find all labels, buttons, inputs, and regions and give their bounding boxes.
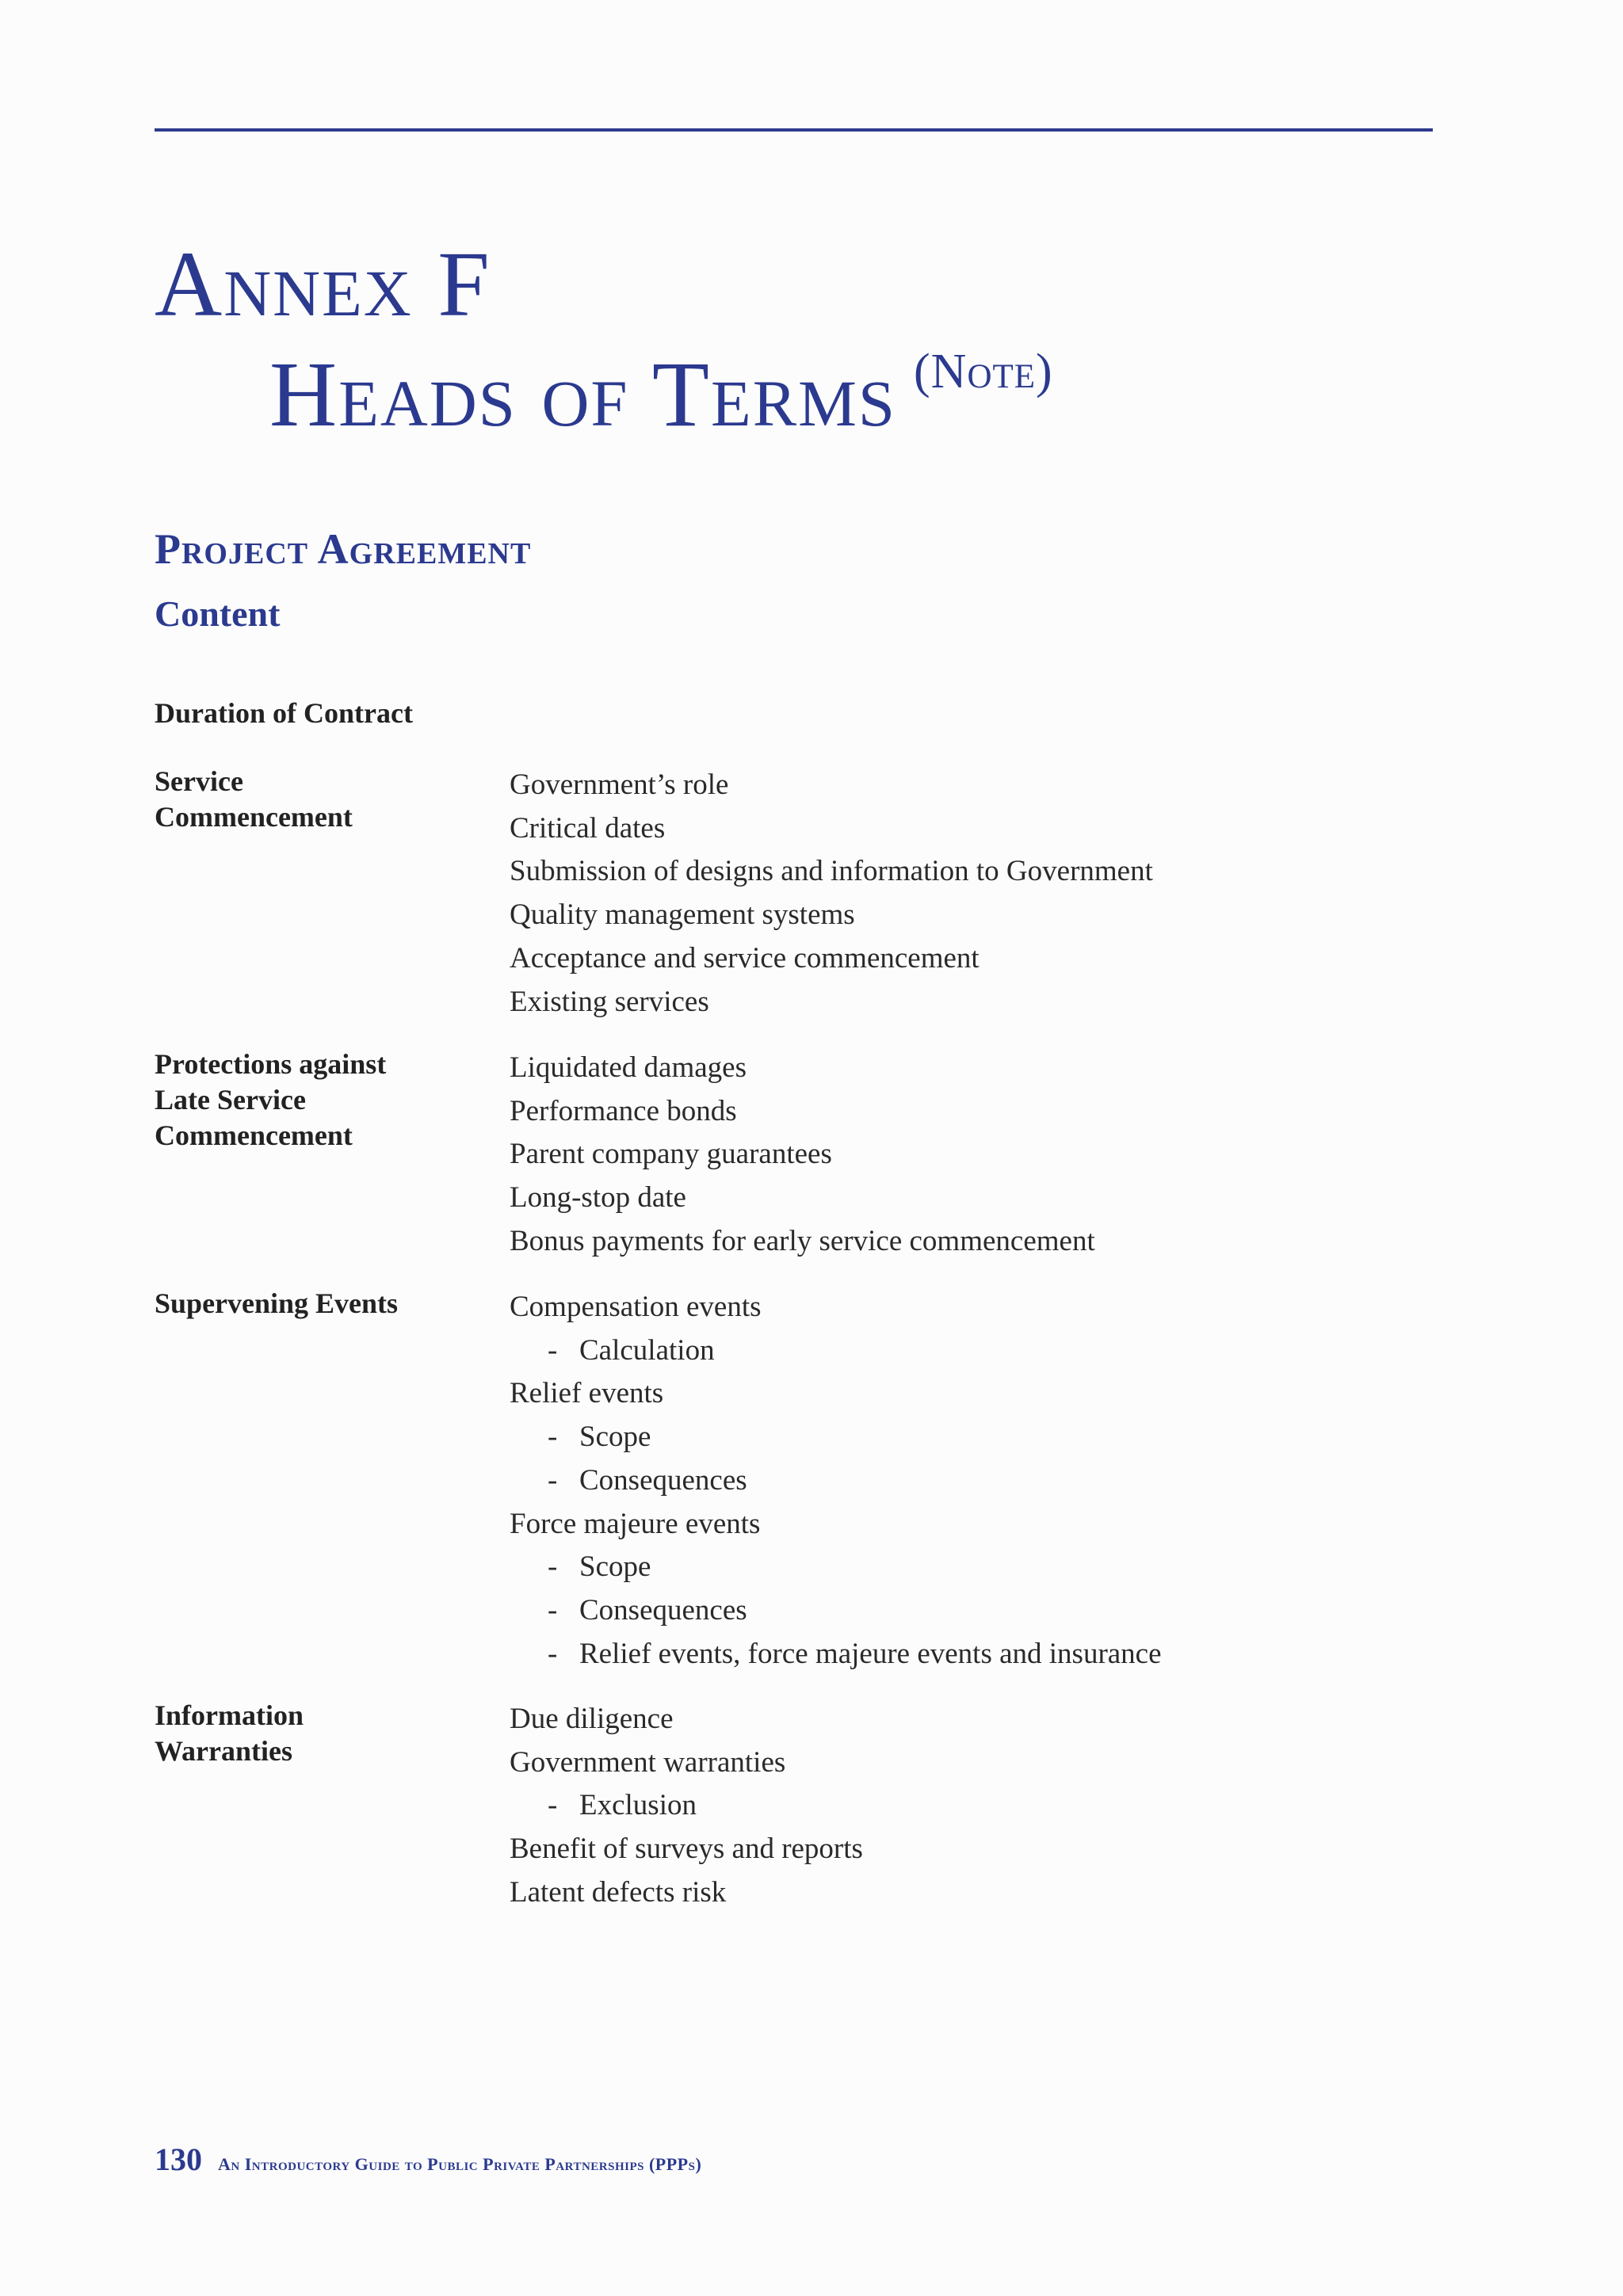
list-subitem-text: Calculation: [579, 1333, 715, 1367]
list-subitem-text: Scope: [579, 1421, 651, 1454]
content-subheading: Content: [155, 593, 281, 634]
group-label: [155, 1698, 487, 1769]
list-subitem-text: Exclusion: [579, 1789, 697, 1822]
list-subitem: [510, 1589, 1162, 1633]
group-label-line: Protections against: [155, 1048, 387, 1080]
list-item: Government’s role: [510, 769, 729, 801]
list-subitem-text: Scope: [579, 1550, 651, 1584]
group-items: [510, 1047, 1095, 1264]
group-label-line: Commencement: [155, 801, 353, 833]
list-item: Force majeure events: [510, 1507, 761, 1540]
list-item: Performance bonds: [510, 1094, 737, 1127]
duration-of-contract-label: Duration of Contract: [155, 697, 413, 729]
group-label: [155, 764, 487, 835]
list-item: Critical dates: [510, 811, 666, 845]
list-item: Benefit of surveys and reports: [510, 1833, 863, 1866]
list-subitem: [510, 1416, 1162, 1459]
group-items: [510, 1698, 863, 1915]
group-label-line: Late Service: [155, 1084, 306, 1116]
list-subitem-text: Consequences: [579, 1593, 747, 1627]
top-rule: [155, 128, 1433, 132]
group-label-line: Information: [155, 1699, 304, 1731]
list-subitem-text: Consequences: [579, 1463, 747, 1497]
dash-bullet: -: [548, 1333, 558, 1367]
list-item: Latent defects risk: [510, 1875, 727, 1909]
dash-bullet: -: [548, 1421, 558, 1454]
book-title: An Introductory Guide to Public Private Partnerships (PPPs): [218, 2154, 702, 2174]
list-subitem: [510, 1459, 1162, 1503]
page-footer: [155, 2141, 701, 2178]
dash-bullet: -: [548, 1789, 558, 1822]
dash-bullet: -: [548, 1550, 558, 1584]
heads-of-terms-text: Heads of Terms: [269, 342, 897, 446]
list-item: Submission of designs and information to Government: [510, 855, 1153, 888]
list-item: Bonus payments for early service commencement: [510, 1224, 1095, 1257]
group-label-line: Warranties: [155, 1735, 292, 1767]
dash-bullet: -: [548, 1637, 558, 1670]
group-items: [510, 1286, 1162, 1676]
list-subitem: [510, 1633, 1162, 1676]
dash-bullet: -: [548, 1593, 558, 1627]
heads-of-terms-title: [269, 325, 1053, 446]
list-item: Existing services: [510, 985, 709, 1018]
section-heading: Project Agreement: [155, 525, 532, 573]
group-label: [155, 1047, 487, 1154]
list-subitem: [510, 1546, 1162, 1589]
list-item: Due diligence: [510, 1703, 674, 1735]
group-items: [510, 764, 1153, 1024]
note-label: (Note): [914, 345, 1053, 399]
annex-title: Annex F: [155, 232, 491, 336]
list-subitem: [510, 1329, 1162, 1373]
list-item: Liquidated damages: [510, 1051, 747, 1084]
group-label-line: Service: [155, 765, 243, 797]
list-subitem: [510, 1784, 863, 1828]
list-item: Acceptance and service commencement: [510, 941, 980, 974]
page-number: 130: [155, 2142, 202, 2177]
list-item: Quality management systems: [510, 898, 855, 932]
list-item: Government warranties: [510, 1745, 786, 1779]
group-label-line: Supervening Events: [155, 1287, 399, 1319]
list-subitem-text: Relief events, force majeure events and insurance: [579, 1637, 1162, 1670]
dash-bullet: -: [548, 1463, 558, 1497]
list-item: Relief events: [510, 1377, 664, 1410]
list-item: Parent company guarantees: [510, 1138, 832, 1171]
list-item: Long-stop date: [510, 1181, 686, 1215]
group-label-line: Commencement: [155, 1119, 353, 1151]
list-item: Compensation events: [510, 1291, 762, 1323]
group-label: [155, 1286, 487, 1322]
